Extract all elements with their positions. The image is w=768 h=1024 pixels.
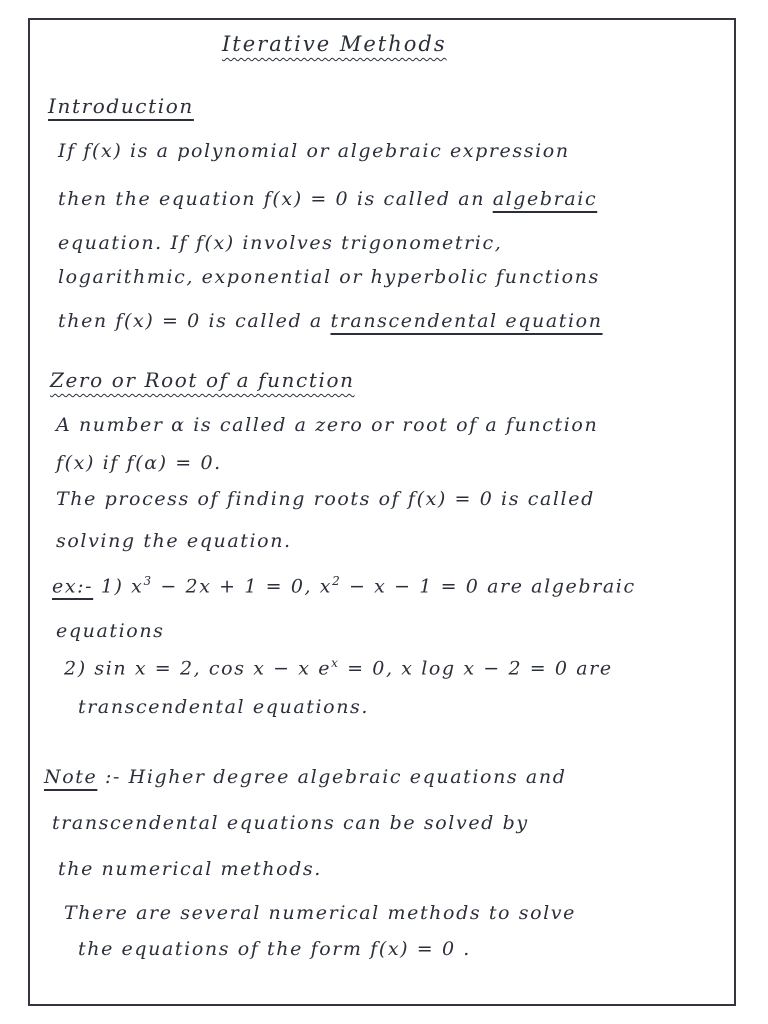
zero-root-heading: Zero or Root of a function [50,368,355,392]
note-line-3: the numerical methods. [58,858,322,880]
example-2 [64,656,613,679]
zero-root-line-1: A number α is called a zero or root of a function [56,414,599,436]
example-1-exponent-2: 2 [332,574,342,588]
note-line-5: the equations of the form f(x) = 0 . [78,938,471,960]
zero-root-line-3: The process of finding roots of f(x) = 0 is called [56,488,595,510]
note-line-1 [44,766,566,788]
example-1 [52,574,636,597]
examples-label: ex:- [52,575,94,598]
intro-line-5 [58,310,603,332]
intro-line-3: equation. If f(x) involves trigonometric, [58,232,503,254]
intro-line-2 [58,188,597,210]
note-line-4: There are several numerical methods to solve [64,902,576,924]
algebraic-term: algebraic [492,188,598,210]
intro-line-1: If f(x) is a polynomial or algebraic expression [58,140,570,162]
intro-line-4: logarithmic, exponential or hyperbolic functions [58,266,600,288]
intro-line-5-text: then f(x) = 0 is called a [58,310,331,332]
introduction-heading: Introduction [48,94,194,118]
example-2-part-b: = 0, x log x − 2 = 0 are [339,657,613,680]
example-1-continued: equations [56,620,165,642]
example-1-part-a: 1) x [93,575,144,598]
transcendental-term: transcendental equation [330,310,603,332]
zero-root-line-4: solving the equation. [56,530,292,552]
note-line-1-text: :- Higher degree algebraic equations and [97,766,567,788]
example-2-part-a: 2) sin x = 2, cos x − x e [64,657,332,680]
note-line-2: transcendental equations can be solved by [52,812,529,834]
intro-line-2-text: then the equation f(x) = 0 is called an [58,188,493,210]
example-1-part-b: − 2x + 1 = 0, x [152,575,333,598]
example-2-continued: transcendental equations. [78,696,370,718]
example-1-part-c: − x − 1 = 0 are algebraic [341,575,636,598]
zero-root-line-2: f(x) if f(α) = 0. [56,452,222,474]
page-title: Iterative Methods [222,32,447,56]
example-1-exponent: 3 [143,574,153,588]
example-2-exponent: x [331,656,340,670]
note-label: Note [44,766,98,788]
